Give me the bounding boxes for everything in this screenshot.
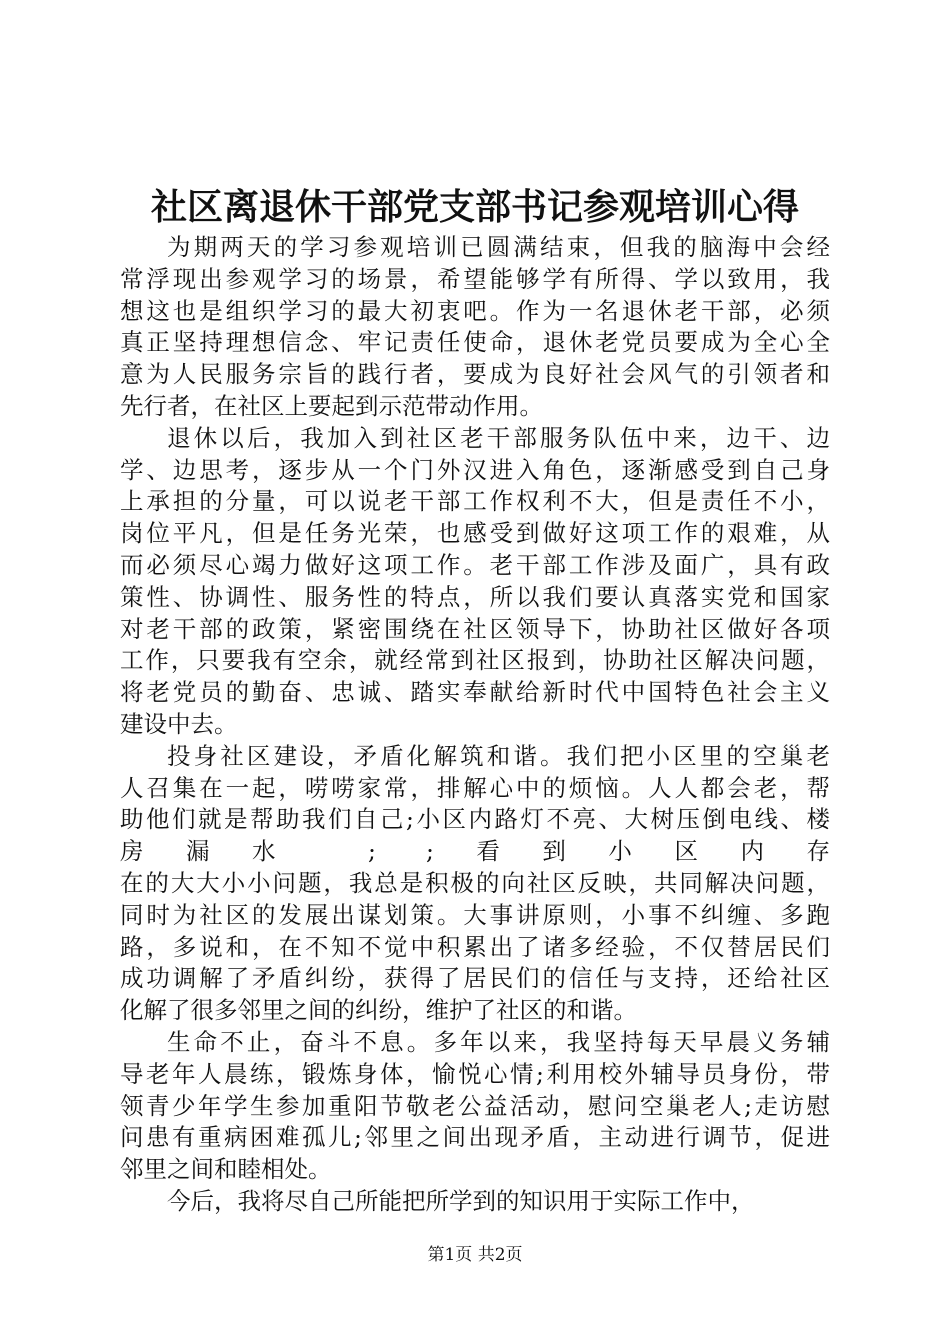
paragraph bbox=[120, 232, 830, 423]
text-line: 想这也是组织学习的最大初衷吧。作为一名退休老干部，必须 bbox=[120, 296, 830, 325]
text-line: 意为人民服务宗旨的践行者，要成为良好社会风气的引领者和 bbox=[120, 360, 830, 389]
text-line: 房漏水 ; ;看到小区内存 bbox=[120, 837, 830, 866]
paragraph bbox=[120, 741, 830, 1027]
text-line: 问患有重病困难孤儿;邻里之间出现矛盾，主动进行调节，促进 bbox=[120, 1123, 830, 1152]
text-line: 路，多说和，在不知不觉中积累出了诸多经验，不仅替居民们 bbox=[120, 932, 830, 961]
paragraph bbox=[120, 423, 830, 741]
text-line: 上承担的分量，可以说老干部工作权利不大，但是责任不小， bbox=[120, 487, 830, 516]
text-line: 工作，只要我有空余，就经常到社区报到，协助社区解决问题， bbox=[120, 646, 830, 675]
text-line: 在的大大小小问题，我总是积极的向社区反映，共同解决问题， bbox=[120, 868, 830, 897]
text-line: 助他们就是帮助我们自己;小区内路灯不亮、大树压倒电线、楼 bbox=[120, 805, 830, 834]
text-line: 真正坚持理想信念、牢记责任使命，退休老党员要成为全心全 bbox=[120, 328, 830, 357]
text-line: 策性、协调性、服务性的特点，所以我们要认真落实党和国家 bbox=[120, 582, 830, 611]
text-line: 人召集在一起，唠唠家常，排解心中的烦恼。人人都会老，帮 bbox=[120, 773, 830, 802]
text-line: 对老干部的政策，紧密围绕在社区领导下，协助社区做好各项 bbox=[120, 614, 830, 643]
text-line: 邻里之间和睦相处。 bbox=[120, 1155, 332, 1184]
text-line: 常浮现出参观学习的场景，希望能够学有所得、学以致用，我 bbox=[120, 264, 830, 293]
text-line: 化解了很多邻里之间的纠纷，维护了社区的和谐。 bbox=[120, 996, 637, 1025]
text-line: 而必须尽心竭力做好这项工作。老干部工作涉及面广，具有政 bbox=[120, 550, 830, 579]
text-line: 将老党员的勤奋、忠诚、踏实奉献给新时代中国特色社会主义 bbox=[120, 678, 830, 707]
text-line: 建设中去。 bbox=[120, 709, 238, 738]
document-title: 社区离退休干部党支部书记参观培训心得 bbox=[150, 186, 799, 228]
document-body bbox=[120, 232, 830, 1218]
paragraph bbox=[120, 1027, 830, 1186]
text-line: 学、边思考，逐步从一个门外汉进入角色，逐渐感受到自己身 bbox=[120, 455, 830, 484]
text-line: 今后，我将尽自己所能把所学到的知识用于实际工作中， bbox=[167, 1186, 755, 1215]
text-line: 退休以后，我加入到社区老干部服务队伍中来，边干、边 bbox=[167, 423, 830, 452]
text-line: 生命不止，奋斗不息。多年以来，我坚持每天早晨义务辅 bbox=[167, 1027, 830, 1056]
text-line: 先行者，在社区上要起到示范带动作用。 bbox=[120, 391, 543, 420]
text-line: 领青少年学生参加重阳节敬老公益活动，慰问空巢老人;走访慰 bbox=[120, 1091, 830, 1120]
text-line: 为期两天的学习参观培训已圆满结束，但我的脑海中会经 bbox=[167, 233, 830, 261]
text-line: 导老年人晨练，锻炼身体，愉悦心情;利用校外辅导员身份，带 bbox=[120, 1059, 830, 1088]
text-line: 岗位平凡，但是任务光荣，也感受到做好这项工作的艰难，从 bbox=[120, 519, 830, 548]
text-line: 成功调解了矛盾纠纷，获得了居民们的信任与支持，还给社区 bbox=[120, 964, 830, 993]
page-footer: 第1页 共2页 bbox=[427, 1245, 523, 1265]
text-line: 投身社区建设，矛盾化解筑和谐。我们把小区里的空巢老 bbox=[167, 741, 830, 770]
paragraph bbox=[120, 1186, 830, 1218]
text-line: 同时为社区的发展出谋划策。大事讲原则，小事不纠缠、多跑 bbox=[120, 900, 830, 929]
